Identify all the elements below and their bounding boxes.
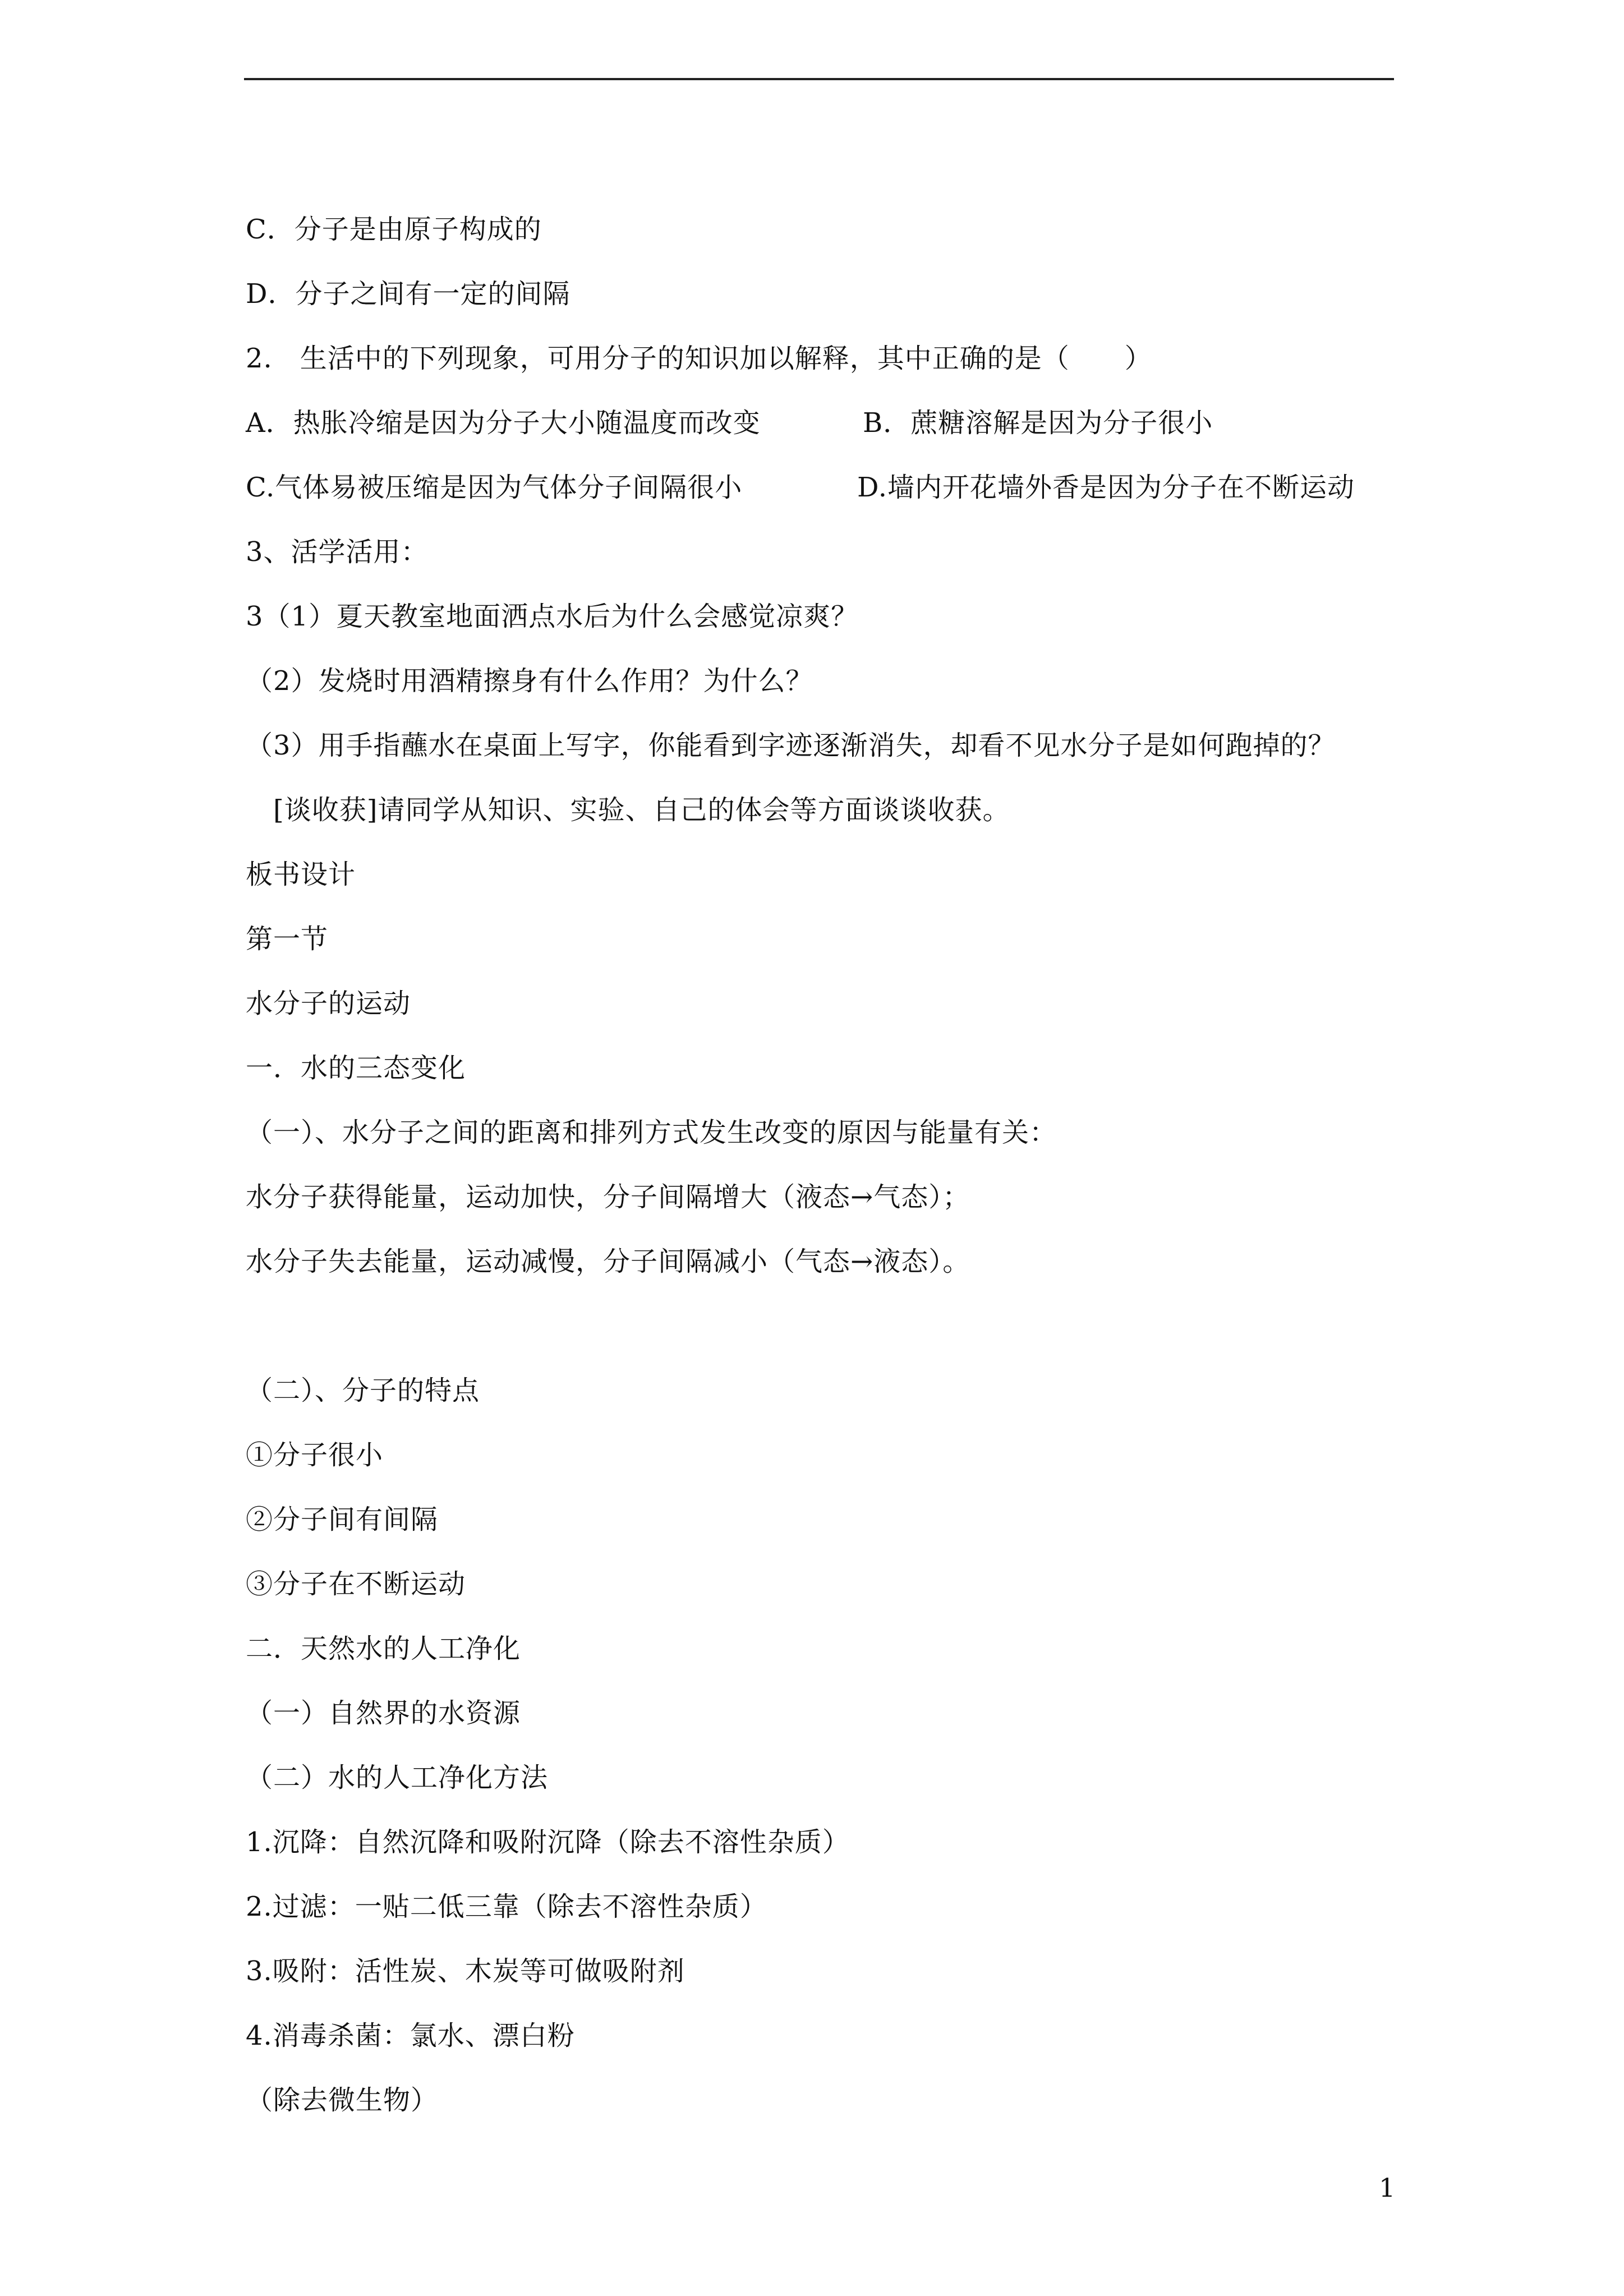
method-3: 3.吸附：活性炭、木炭等可做吸附剂 xyxy=(246,1955,685,1987)
apply-question-1: 3（1）夏天教室地面洒点水后为什么会感觉凉爽？ xyxy=(246,601,859,632)
option-a: A．热胀冷缩是因为分子大小随温度而改变 xyxy=(246,407,761,439)
blank-line xyxy=(246,1303,1401,1368)
feature-3: ③分子在不断运动 xyxy=(246,1568,466,1600)
section-number: 第一节 xyxy=(246,923,329,955)
section-title: 水分子的运动 xyxy=(246,988,411,1019)
method-4-note: （除去微生物） xyxy=(246,2085,439,2116)
page-number: 1 xyxy=(1379,2173,1396,2203)
feature-1: ①分子很小 xyxy=(246,1439,384,1471)
option-b: B．蔗糖溶解是因为分子很小 xyxy=(863,407,1213,439)
energy-loss-line: 水分子失去能量，运动减慢，分子间隔减小（气态→液态）。 xyxy=(246,1246,970,1277)
option-d: D.墙内开花墙外香是因为分子在不断运动 xyxy=(857,472,1355,503)
options-row-ab xyxy=(246,400,1401,464)
section-apply-heading: 3、活学活用： xyxy=(246,536,429,568)
method-2: 2.过滤：一贴二低三靠（除去不溶性杂质） xyxy=(246,1891,767,1922)
apply-question-3: （3）用手指蘸水在桌面上写字，你能看到字迹逐渐消失，却看不见水分子是如何跑掉的？ xyxy=(246,730,1336,761)
options-row-cd xyxy=(246,464,1401,529)
part-one-heading: 一．水的三态变化 xyxy=(246,1052,466,1084)
question-2: 2. 生活中的下列现象，可用分子的知识加以解释，其中正确的是（ ） xyxy=(246,343,1152,374)
harvest-line: [谈收获]请同学从知识、实验、自己的体会等方面谈谈收获。 xyxy=(246,794,1010,826)
purification-heading: （二）水的人工净化方法 xyxy=(246,1762,549,1793)
option-c-line: C．分子是由原子构成的 xyxy=(246,214,542,245)
feature-2: ②分子间有间隔 xyxy=(246,1504,439,1535)
board-design-heading: 板书设计 xyxy=(246,859,356,890)
subpart-one-heading: （一）、水分子之间的距离和排列方式发生改变的原因与能量有关： xyxy=(246,1117,1057,1148)
option-d-line: D．分子之间有一定的间隔 xyxy=(246,278,571,310)
energy-gain-line: 水分子获得能量，运动加快，分子间隔增大（液态→气态）； xyxy=(246,1181,970,1213)
document-body xyxy=(246,206,1401,2142)
header-rule xyxy=(244,78,1394,80)
part-two-heading: 二．天然水的人工净化 xyxy=(246,1633,521,1664)
subpart-two-heading: （二）、分子的特点 xyxy=(246,1375,480,1406)
option-c: C.气体易被压缩是因为气体分子间隔很小 xyxy=(246,472,743,503)
method-4: 4.消毒杀菌：氯水、漂白粉 xyxy=(246,2020,575,2051)
method-1: 1.沉降：自然沉降和吸附沉降（除去不溶性杂质） xyxy=(246,1826,850,1858)
water-resource-heading: （一）自然界的水资源 xyxy=(246,1697,521,1729)
apply-question-2: （2）发烧时用酒精擦身有什么作用？为什么？ xyxy=(246,665,813,697)
